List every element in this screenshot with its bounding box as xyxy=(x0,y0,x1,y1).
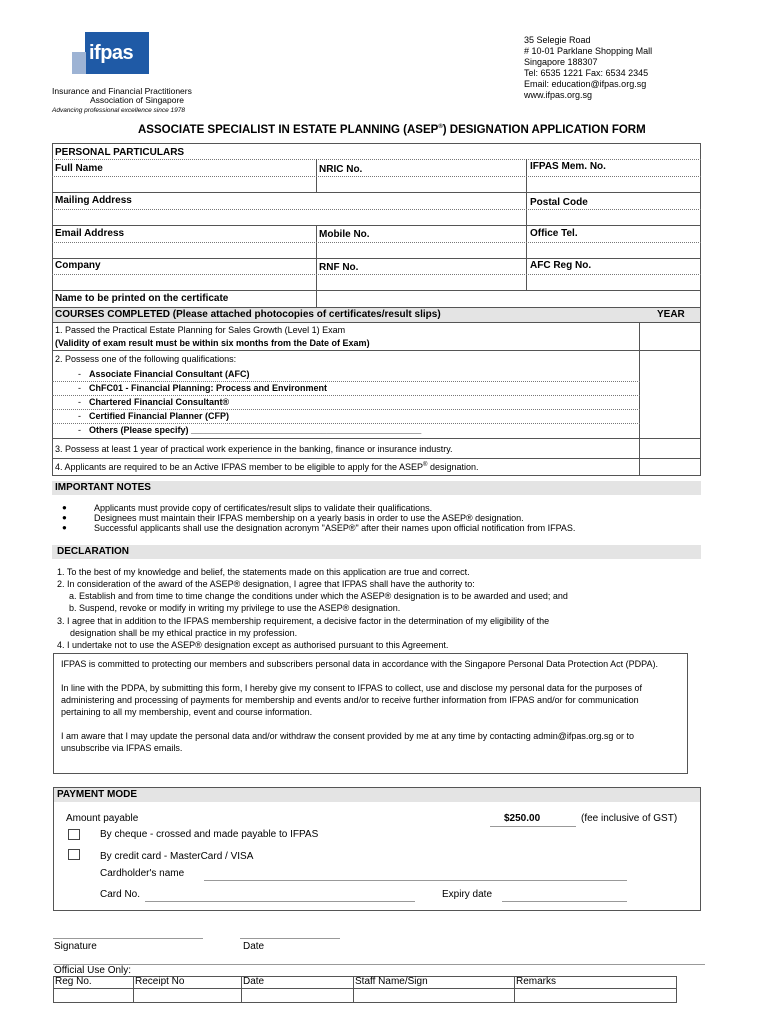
company-field[interactable] xyxy=(53,275,315,290)
pdpa-box xyxy=(53,653,688,774)
declaration-line: 4. I undertake not to use the ASEP® designation except as authorised pursuant to this Agreement. xyxy=(57,640,449,650)
full-name-field[interactable] xyxy=(53,177,315,192)
qualification-item: Certified Financial Planner (CFP) xyxy=(89,411,230,421)
amount-value: $250.00 xyxy=(504,813,541,824)
company-label: Company xyxy=(55,260,101,271)
rnf-field[interactable] xyxy=(317,275,525,290)
signature-label: Signature xyxy=(54,941,97,952)
nric-field[interactable] xyxy=(317,177,525,192)
qualification-item: Chartered Financial Consultant® xyxy=(89,397,230,407)
official-divider xyxy=(53,964,705,965)
postal-code-field[interactable] xyxy=(527,210,700,225)
payment-heading: PAYMENT MODE xyxy=(57,789,138,800)
date-label: Date xyxy=(243,941,265,952)
pdpa-paragraph: I am aware that I may update the personal data and/or withdraw the consent provided by me at any time by contacting admin@ifpas.org.sg or to unsubscribe via IFPAS emails. xyxy=(61,731,634,753)
payment-heading-bg xyxy=(54,788,700,802)
title-sup: ® xyxy=(438,124,443,131)
cheque-checkbox[interactable] xyxy=(68,829,80,840)
declaration-line: b. Suspend, revoke or modify in writing my privilege to use the ASEP® designation. xyxy=(69,603,401,613)
bullet: ● xyxy=(62,513,67,522)
declaration-line: designation shall be my ethical practice in my profession. xyxy=(70,628,298,638)
declaration-line: 3. I agree that in addition to the IFPAS membership requirement, a decisive factor in the determination of my eligibility of the xyxy=(57,616,550,626)
official-col-header: Receipt No xyxy=(135,976,185,987)
cardholder-label: Cardholder's name xyxy=(100,868,185,879)
rnf-label: RNF No. xyxy=(319,262,359,273)
declaration-line: 2. In consideration of the award of the ASEP® designation, I agree that IFPAS shall have the authority to: xyxy=(57,579,475,589)
qualification-other[interactable]: Others (Please specify) ______________________________________________ xyxy=(89,425,422,435)
title-part1: ASSOCIATE SPECIALIST IN ESTATE PLANNING (ASEP xyxy=(138,124,439,136)
item4-sup: ® xyxy=(423,462,428,468)
cheque-option: By cheque - crossed and made payable to IFPAS xyxy=(100,829,319,840)
course-item-4 xyxy=(55,462,479,472)
card-no-field[interactable] xyxy=(145,901,415,902)
form-title xyxy=(138,124,646,136)
expiry-field[interactable] xyxy=(502,901,627,902)
credit-card-option: By credit card - MasterCard / VISA xyxy=(100,851,254,862)
afc-reg-field[interactable] xyxy=(527,275,700,290)
bullet: ● xyxy=(62,503,67,512)
email-label: Email Address xyxy=(55,228,125,239)
declaration-line: 1. To the best of my knowledge and belief, the statements made on this application are true and correct. xyxy=(57,567,470,577)
credit-card-checkbox[interactable] xyxy=(68,849,80,860)
declaration-line: a. Establish and from time to time change the conditions under which the ASEP® designation is to be awarded and used; and xyxy=(69,591,568,601)
address-line: 35 Selegie Road xyxy=(524,35,591,45)
mobile-field[interactable] xyxy=(317,243,525,258)
year-column-label: YEAR xyxy=(657,309,685,320)
courses-heading: COURSES COMPLETED (Please attached photocopies of certificates/result slips) xyxy=(55,309,441,320)
cert-name-label: Name to be printed on the certificate xyxy=(55,293,229,304)
notes-heading: IMPORTANT NOTES xyxy=(55,482,151,493)
year-field-3[interactable] xyxy=(640,439,700,458)
course-item-1-note: (Validity of exam result must be within six months from the Date of Exam) xyxy=(55,338,370,348)
payment-box xyxy=(53,787,701,911)
dash: - xyxy=(78,397,81,407)
address-line: Email: education@ifpas.org.sg xyxy=(524,79,647,89)
qualification-item: Associate Financial Consultant (AFC) xyxy=(89,369,250,379)
org-name-line1: Insurance and Financial Practitioners xyxy=(52,86,192,96)
note-item: Applicants must provide copy of certificates/result slips to validate their qualifications. xyxy=(94,503,433,513)
qualification-item: ChFC01 - Financial Planning: Process and Environment xyxy=(89,383,328,393)
title-part2: ) DESIGNATION APPLICATION FORM xyxy=(442,124,646,136)
email-field[interactable] xyxy=(53,243,315,258)
course-item-1: 1. Passed the Practical Estate Planning for Sales Growth (Level 1) Exam xyxy=(55,325,346,335)
org-name-line2: Association of Singapore xyxy=(90,95,185,105)
course-item-3: 3. Possess at least 1 year of practical work experience in the banking, finance or insurance industry. xyxy=(55,444,453,454)
year-field-2[interactable] xyxy=(640,351,700,438)
note-item: Successful applicants shall use the designation acronym "ASEP®" after their names upon official notification from IFPAS. xyxy=(94,523,576,533)
dash: - xyxy=(78,411,81,421)
postal-code-label: Postal Code xyxy=(530,197,588,208)
official-col-header: Date xyxy=(243,976,265,987)
course-item-2: 2. Possess one of the following qualifications: xyxy=(55,354,237,364)
card-no-label: Card No. xyxy=(100,889,141,900)
date-field[interactable] xyxy=(240,938,340,939)
year-field-1[interactable] xyxy=(640,323,700,350)
expiry-label: Expiry date xyxy=(442,889,493,900)
pdpa-paragraph: In line with the PDPA, by submitting this form, I hereby give my consent to IFPAS to collect, use and disclose my personal data for the purposes of administering and processing of payments for membership and events and/or to receive further information from IFPAS and/or for communication pertaining to all my membership, event and course information. xyxy=(61,683,642,717)
address-line: # 10-01 Parklane Shopping Mall xyxy=(524,46,653,56)
dash: - xyxy=(78,369,81,379)
official-col-header: Reg No. xyxy=(55,976,92,987)
signature-field[interactable] xyxy=(53,938,203,939)
full-name-label: Full Name xyxy=(55,163,103,174)
address-line: Singapore 188307 xyxy=(524,57,598,67)
logo xyxy=(85,32,149,74)
nric-label: NRIC No. xyxy=(319,164,363,175)
afc-reg-label: AFC Reg No. xyxy=(530,260,592,271)
mobile-label: Mobile No. xyxy=(319,229,370,240)
item4-text-end: designation. xyxy=(427,462,479,472)
pdpa-paragraph: IFPAS is committed to protecting our members and subscribers personal data in accordance with the Singapore Personal Data Protection Act (PDPA). xyxy=(61,659,658,669)
amount-label: Amount payable xyxy=(66,813,139,824)
official-col-header: Staff Name/Sign xyxy=(355,976,428,987)
logo-accent xyxy=(72,52,86,74)
cardholder-field[interactable] xyxy=(204,880,627,881)
official-col-header: Remarks xyxy=(516,976,557,987)
year-field-4[interactable] xyxy=(640,459,700,475)
mailing-address-field[interactable] xyxy=(53,210,525,225)
ifpas-mem-field[interactable] xyxy=(527,177,700,192)
office-tel-field[interactable] xyxy=(527,243,700,258)
declaration-heading-bg xyxy=(52,545,701,559)
org-tagline: Advancing professional excellence since 1978 xyxy=(52,107,185,114)
dash: - xyxy=(78,425,81,435)
contact-address xyxy=(524,35,652,101)
personal-heading: PERSONAL PARTICULARS xyxy=(55,147,185,158)
item4-text: 4. Applicants are required to be an Active IFPAS member to be eligible to apply for the ASEP xyxy=(55,462,424,472)
gst-note: (fee inclusive of GST) xyxy=(581,813,678,824)
address-line: www.ifpas.org.sg xyxy=(524,90,593,100)
office-tel-label: Office Tel. xyxy=(530,228,578,239)
logo-text: ifpas xyxy=(89,42,134,64)
address-line: Tel: 6535 1221 Fax: 6534 2345 xyxy=(524,68,649,78)
note-item: Designees must maintain their IFPAS membership on a yearly basis in order to use the ASEP® designation. xyxy=(94,513,524,523)
cert-name-field[interactable] xyxy=(317,291,700,307)
ifpas-mem-label: IFPAS Mem. No. xyxy=(530,161,606,172)
official-use-label: Official Use Only: xyxy=(54,965,132,976)
bullet: ● xyxy=(62,523,67,532)
dash: - xyxy=(78,383,81,393)
declaration-heading: DECLARATION xyxy=(57,546,130,557)
mailing-address-label: Mailing Address xyxy=(55,195,132,206)
